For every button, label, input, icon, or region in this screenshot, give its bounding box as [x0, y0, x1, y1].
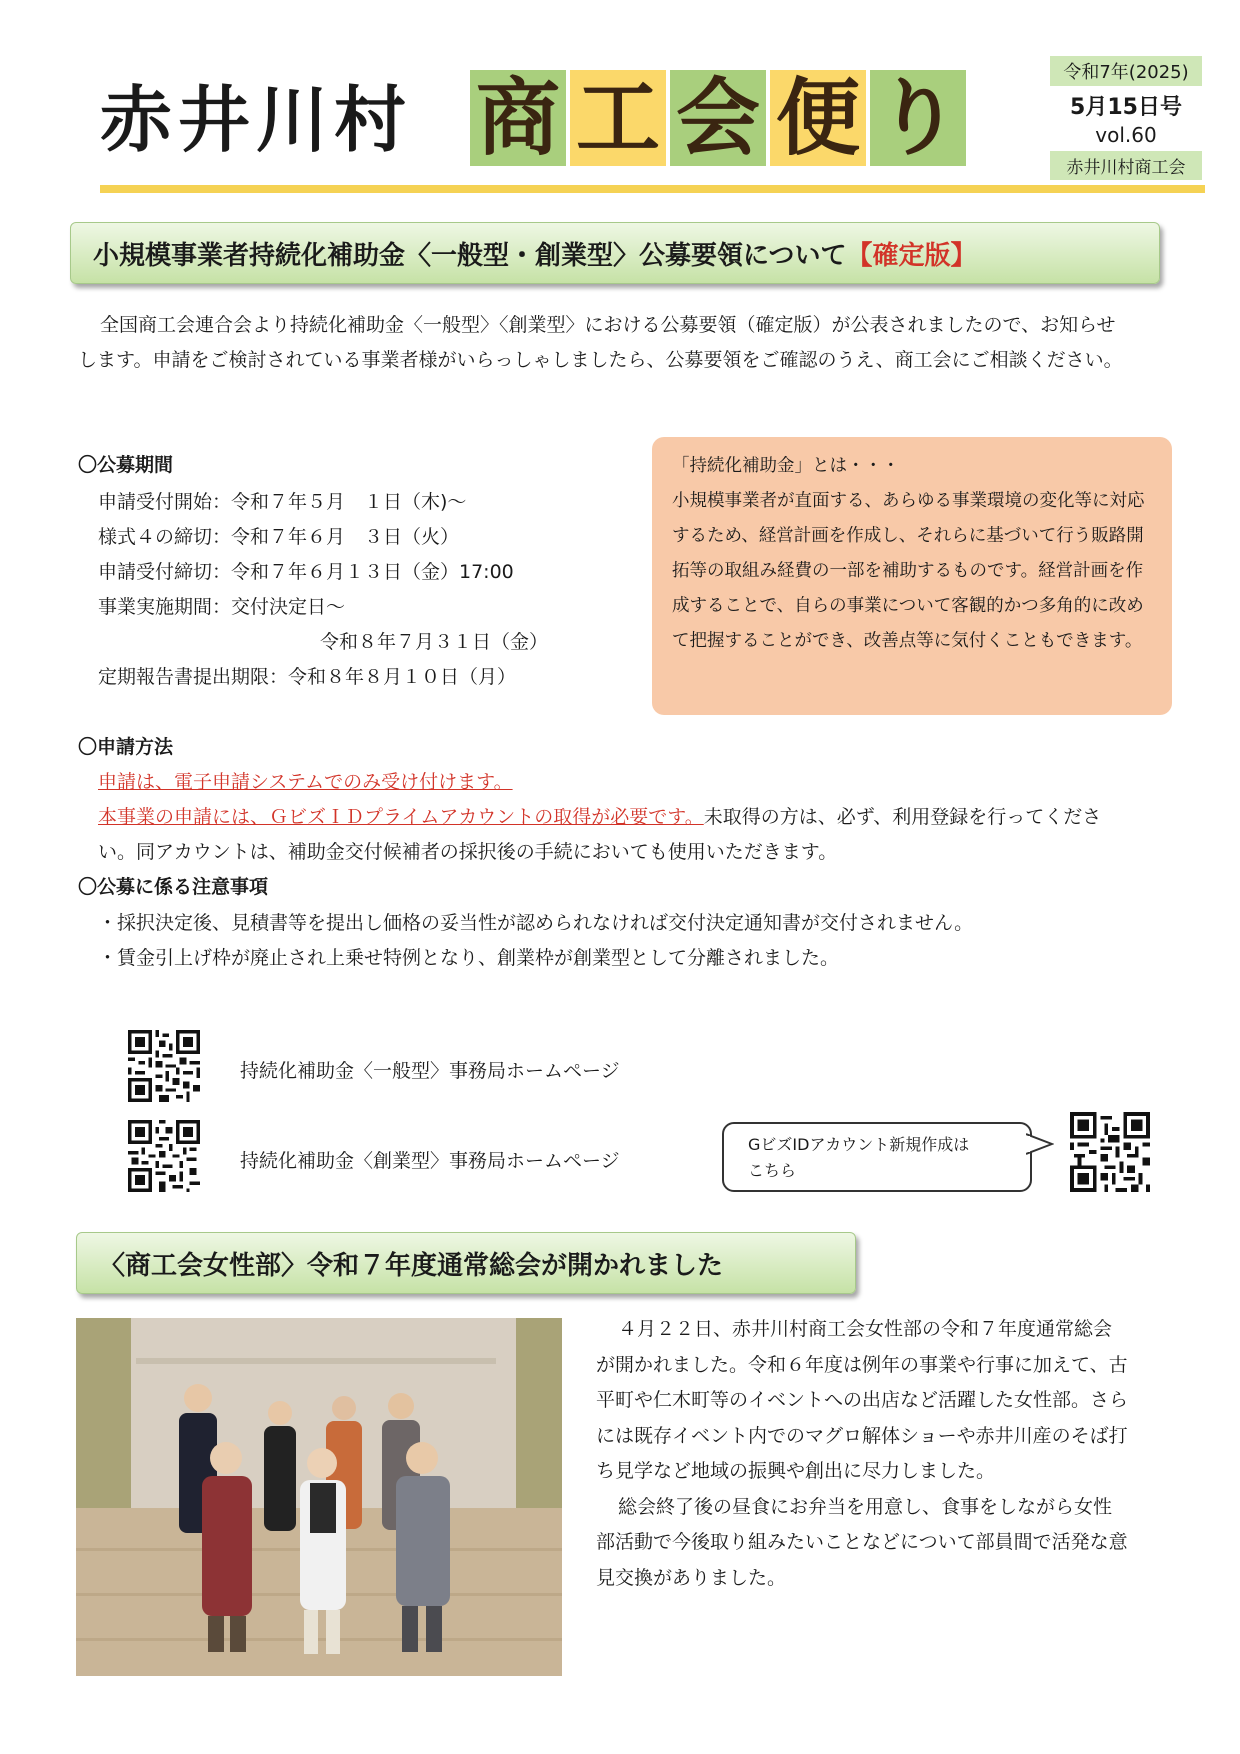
- village-name: 赤井川村: [100, 78, 413, 162]
- event-paragraph: ４月２２日、赤井川村商工会女性部の令和７年度通常総会が開かれました。令和６年度は例年の事業や行事に加えて、古平町や仁木町等のイベントへの出店など活躍した女性部。さらには既存イベント内でのマグロ解体ショーや赤井川産のそば打ち見学など地域の振興や創出に尽力しました。: [596, 1318, 1129, 1482]
- issue-info: [1050, 56, 1202, 180]
- issue-volume: vol.60: [1095, 123, 1157, 147]
- publisher: 赤井川村商工会: [1050, 151, 1202, 180]
- link-general-homepage[interactable]: 持続化補助金〈一般型〉事務局ホームページ: [240, 1060, 620, 1082]
- method-rest: 未取得の方は、必ず、利用登録を行ってください。同アカウントは、補助金交付候補者の採択後の手続においても使用いただきます。: [98, 806, 1102, 863]
- title-char: 便: [770, 70, 866, 166]
- section-heading-text: 小規模事業者持続化補助金〈一般型・創業型〉公募要領について: [93, 240, 847, 271]
- note-item: ・賃金引上げ枠が廃止され上乗せ特例となり、創業枠が創業型として分離されました。: [98, 947, 840, 969]
- issue-era: 令和7年(2025): [1050, 56, 1202, 86]
- notes-list: [98, 906, 973, 976]
- period-line: 様式４の締切：令和７年６月 ３日（火）: [98, 526, 460, 548]
- period-line: 定期報告書提出期限：令和８年８月１０日（月）: [98, 666, 517, 688]
- gbiz-callout-line: こちら: [748, 1161, 797, 1180]
- title-char: 商: [470, 70, 566, 166]
- title-char: り: [870, 70, 966, 166]
- title-char: 会: [670, 70, 766, 166]
- newsletter-title: [470, 70, 966, 166]
- note-item: ・採択決定後、見積書等を提出し価格の妥当性が認められなければ交付決定通知書が交付されません。: [98, 912, 974, 934]
- section-heading-womens-dept: 〈商工会女性部〉令和７年度通常総会が開かれました: [76, 1232, 856, 1294]
- group-photo: [76, 1318, 562, 1676]
- heading-emphasis: 【確定版】: [846, 240, 977, 271]
- period-heading: 〇公募期間: [78, 454, 174, 476]
- intro-paragraph: 全国商工会連合会より持続化補助金〈一般型〉〈創業型〉における公募要領（確定版）が公表されましたので、お知らせします。申請をご検討されている事業者様がいらっしゃしましたら、公募要領をご確認のうえ、商工会にご相談ください。: [78, 314, 1123, 371]
- method-red-2: 本事業の申請には、ＧビズＩＤプライムアカウントの取得が必要です。: [98, 806, 704, 828]
- title-char: 工: [570, 70, 666, 166]
- qr-code-general[interactable]: [128, 1030, 200, 1102]
- method-heading: 〇申請方法: [78, 736, 174, 758]
- method-red-1: 申請は、電子申請システムでのみ受け付けます。: [98, 771, 513, 793]
- period-line: 申請受付開始：令和７年５月 １日（木)～: [98, 491, 467, 513]
- gbiz-callout-line: GビズIDアカウント新規作成は: [748, 1135, 970, 1154]
- event-paragraph: 総会終了後の昼食にお弁当を用意し、食事をしながら女性部活動で今後取り組みたいことなどについて部員間で活発な意見交換がありました。: [596, 1495, 1128, 1589]
- notes-heading: 〇公募に係る注意事項: [78, 876, 269, 898]
- event-article: [596, 1312, 1128, 1596]
- masthead-rule: [100, 185, 1205, 193]
- section-heading-subsidy: [70, 222, 1160, 284]
- link-startup-homepage[interactable]: 持続化補助金〈創業型〉事務局ホームページ: [240, 1150, 620, 1172]
- callout-tail-icon: [1026, 1132, 1054, 1158]
- gbiz-callout: [722, 1122, 1032, 1192]
- period-line: 申請受付締切：令和７年６月１３日（金）17:00: [98, 561, 514, 583]
- period-list: [98, 485, 548, 695]
- method-text: [78, 765, 1138, 870]
- qr-code-gbiz[interactable]: [1070, 1112, 1150, 1192]
- period-line: 令和８年７月３１日（金）: [320, 631, 549, 653]
- explain-title: 「持続化補助金」とは・・・: [672, 456, 900, 476]
- explain-body: 小規模事業者が直面する、あらゆる事業環境の変化等に対応するため、経営計画を作成し、それらに基づいて行う販路開拓等の取組み経費の一部を補助するものです。経営計画を作成することで、自らの事業について客観的かつ多角的に改めて把握することができ、改善点等に気付くこともできます。: [672, 491, 1145, 651]
- issue-date: 5月15日号: [1070, 95, 1182, 120]
- subsidy-explanation-box: [652, 437, 1172, 715]
- qr-code-startup[interactable]: [128, 1120, 200, 1192]
- period-line: 事業実施期間：交付決定日～: [98, 596, 346, 618]
